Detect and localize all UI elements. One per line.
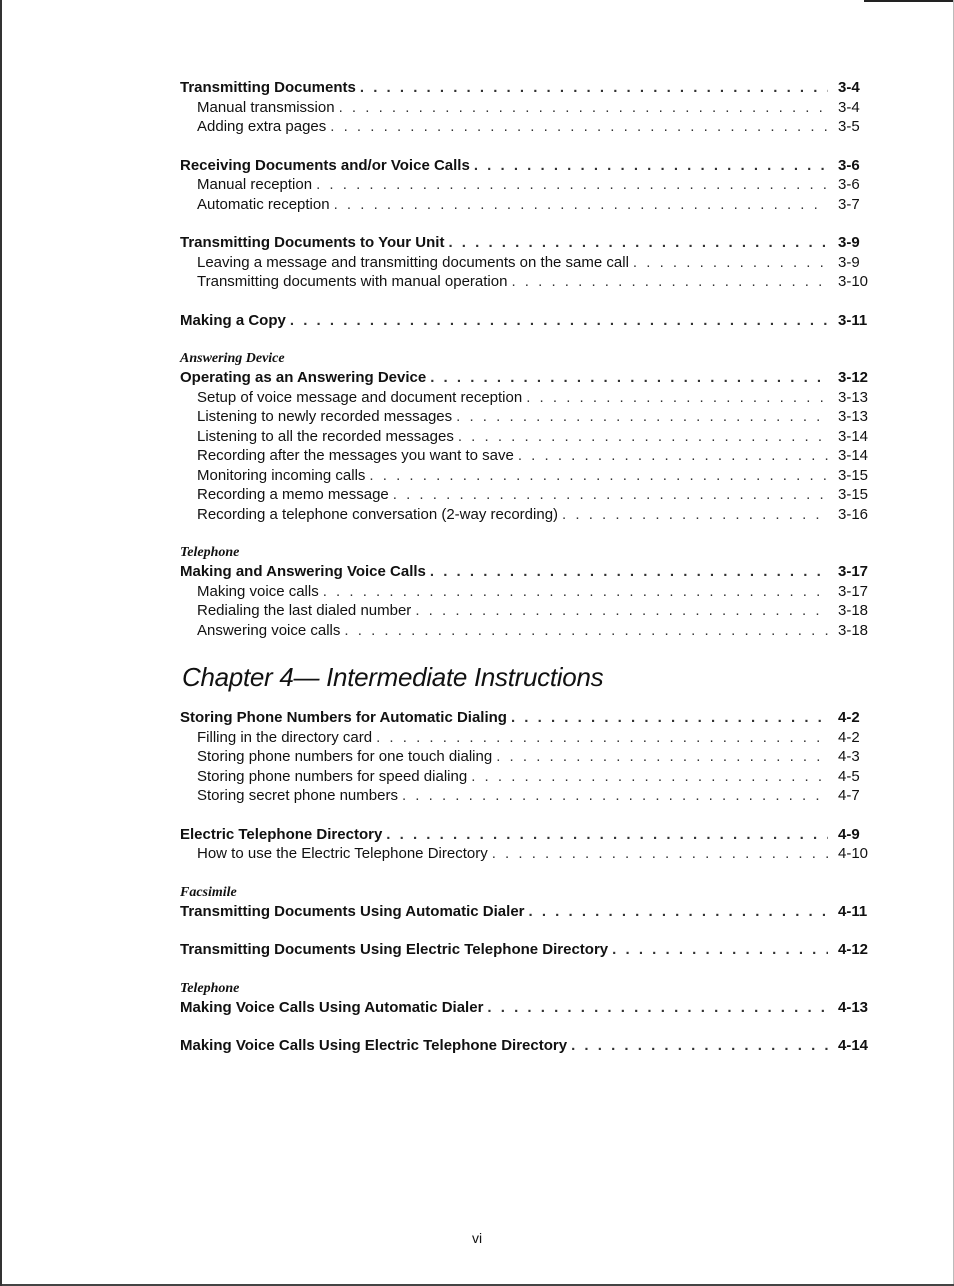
toc-section bbox=[180, 349, 886, 524]
entry-title: Leaving a message and transmitting documents on the same call bbox=[197, 253, 629, 271]
toc-entry-sub[interactable] bbox=[180, 601, 886, 621]
entry-title: Recording after the messages you want to save bbox=[197, 447, 514, 464]
entry-page-number: 4-14 bbox=[838, 1037, 869, 1054]
dot-leader bbox=[369, 466, 828, 486]
entry-title: Monitoring incoming calls bbox=[197, 466, 366, 484]
dot-leader bbox=[529, 902, 829, 922]
toc-entry-sub[interactable] bbox=[180, 446, 886, 466]
toc-section bbox=[180, 883, 886, 922]
entry-title: Making and Answering Voice Calls bbox=[180, 563, 426, 580]
entry-title: Transmitting documents with manual operation bbox=[197, 273, 508, 290]
toc-entry-sub[interactable] bbox=[180, 98, 886, 118]
dot-leader bbox=[492, 844, 828, 864]
dot-leader bbox=[330, 117, 828, 137]
toc-entry-sub[interactable] bbox=[180, 466, 886, 486]
toc-entry-main[interactable] bbox=[180, 708, 886, 728]
entry-page-number: 3-7 bbox=[838, 195, 860, 213]
dot-leader bbox=[456, 407, 828, 427]
toc-section bbox=[180, 825, 886, 864]
entry-page-number: 3-15 bbox=[838, 486, 869, 503]
dot-leader bbox=[360, 78, 828, 98]
dot-leader bbox=[430, 562, 828, 582]
dot-leader bbox=[415, 601, 828, 621]
dot-leader bbox=[376, 728, 828, 748]
toc-entry-main[interactable] bbox=[180, 156, 886, 176]
entry-page-number: 3-4 bbox=[838, 79, 860, 96]
entry-page-number: 3-18 bbox=[838, 602, 869, 619]
entry-page-number: 3-16 bbox=[838, 505, 869, 523]
entry-title: Listening to newly recorded messages bbox=[197, 408, 453, 425]
toc-entry-sub[interactable] bbox=[180, 621, 886, 641]
toc-entry-sub[interactable] bbox=[180, 407, 886, 427]
entry-page-number: 3-11 bbox=[838, 311, 868, 329]
entry-title: Operating as an Answering Device bbox=[180, 369, 427, 386]
entry-page-number: 3-6 bbox=[838, 176, 860, 193]
entry-page-number: 3-18 bbox=[838, 621, 869, 639]
toc-entry-main[interactable] bbox=[180, 78, 886, 98]
entry-page-number: 4-10 bbox=[838, 845, 869, 862]
entry-title: Filling in the directory card bbox=[197, 728, 373, 746]
entry-page-number: 4-7 bbox=[838, 787, 860, 804]
toc-entry-sub[interactable] bbox=[180, 485, 886, 505]
dot-leader bbox=[344, 621, 828, 641]
category-label: Facsimile bbox=[180, 884, 237, 900]
dot-leader bbox=[518, 446, 828, 466]
toc-entry-sub[interactable] bbox=[180, 272, 886, 292]
entry-title: Receiving Documents and/or Voice Calls bbox=[180, 156, 470, 174]
toc-section bbox=[180, 233, 886, 292]
toc-section bbox=[180, 543, 886, 640]
toc-section bbox=[180, 708, 886, 806]
toc-section bbox=[180, 156, 886, 215]
entry-title: Transmitting Documents Using Electric Telephone Directory bbox=[180, 941, 609, 958]
dot-leader bbox=[571, 1036, 828, 1056]
toc-entry-sub[interactable] bbox=[180, 728, 886, 748]
entry-title: Making Voice Calls Using Automatic Dialer bbox=[180, 998, 484, 1016]
entry-page-number: 4-3 bbox=[838, 748, 860, 765]
entry-page-number: 3-9 bbox=[838, 234, 860, 251]
entry-title: Transmitting Documents bbox=[180, 79, 356, 96]
dot-leader bbox=[471, 767, 828, 787]
category-label: Telephone bbox=[180, 980, 240, 996]
entry-page-number: 3-6 bbox=[838, 156, 860, 174]
dot-leader bbox=[487, 998, 828, 1018]
toc-entry-sub[interactable] bbox=[180, 767, 886, 787]
entry-page-number: 3-9 bbox=[838, 253, 860, 271]
entry-title: Recording a telephone conversation (2-way recording) bbox=[197, 505, 559, 523]
dot-leader bbox=[430, 368, 828, 388]
entry-page-number: 4-2 bbox=[838, 728, 860, 746]
entry-title: Storing phone numbers for one touch dialing bbox=[197, 748, 493, 765]
entry-title: Making voice calls bbox=[197, 582, 319, 600]
dot-leader bbox=[526, 388, 828, 408]
toc-entry-main[interactable] bbox=[180, 233, 886, 253]
entry-title: Electric Telephone Directory bbox=[180, 825, 383, 843]
chapter-4-heading: Chapter 4— Intermediate Instructions bbox=[182, 662, 604, 692]
entry-title: Manual reception bbox=[197, 176, 313, 193]
dot-leader bbox=[474, 156, 828, 176]
toc-entry-sub[interactable] bbox=[180, 427, 886, 447]
entry-page-number: 4-13 bbox=[838, 998, 869, 1016]
dot-leader bbox=[386, 825, 828, 845]
page-folio: vi bbox=[471, 1230, 483, 1246]
toc-entry-sub[interactable] bbox=[180, 786, 886, 806]
entry-title: Making Voice Calls Using Electric Telephone Directory bbox=[180, 1037, 568, 1054]
toc-entry-main[interactable] bbox=[180, 902, 886, 922]
dot-leader bbox=[393, 485, 828, 505]
entry-page-number: 3-13 bbox=[838, 408, 869, 425]
entry-page-number: 4-9 bbox=[838, 825, 860, 843]
toc-entry-main[interactable] bbox=[180, 368, 886, 388]
entry-title: Answering voice calls bbox=[197, 621, 341, 639]
toc-section bbox=[180, 1036, 886, 1056]
category-label: Telephone bbox=[180, 545, 240, 560]
toc-entry-sub[interactable] bbox=[180, 117, 886, 137]
dot-leader bbox=[290, 311, 828, 331]
scan-edge-top bbox=[864, 0, 954, 2]
toc-entry-sub[interactable] bbox=[180, 844, 886, 864]
entry-title: Recording a memo message bbox=[197, 486, 389, 503]
toc-entry-sub[interactable] bbox=[180, 505, 886, 525]
toc-section bbox=[180, 78, 886, 137]
dot-leader bbox=[511, 272, 828, 292]
entry-title: Automatic reception bbox=[197, 195, 330, 213]
toc-entry-main[interactable] bbox=[180, 998, 886, 1018]
entry-title: Making a Copy bbox=[180, 311, 286, 329]
entry-title: Storing Phone Numbers for Automatic Dialing bbox=[180, 709, 507, 726]
toc-entry-sub[interactable] bbox=[180, 582, 886, 602]
entry-title: Manual transmission bbox=[197, 98, 335, 116]
toc-entry-sub[interactable] bbox=[180, 175, 886, 195]
toc-section bbox=[180, 311, 886, 331]
dot-leader bbox=[633, 253, 828, 273]
entry-title: Listening to all the recorded messages bbox=[197, 427, 454, 445]
toc-entry-sub[interactable] bbox=[180, 388, 886, 408]
entry-title: Storing secret phone numbers bbox=[197, 787, 398, 804]
toc-entry-main[interactable] bbox=[180, 562, 886, 582]
scan-edge-left bbox=[0, 0, 2, 1286]
toc-section bbox=[180, 940, 886, 960]
toc-entry-sub[interactable] bbox=[180, 253, 886, 273]
entry-page-number: 4-5 bbox=[838, 767, 860, 785]
table-of-contents bbox=[180, 78, 886, 1075]
entry-page-number: 3-17 bbox=[838, 582, 869, 600]
entry-page-number: 3-14 bbox=[838, 447, 869, 464]
entry-page-number: 3-15 bbox=[838, 466, 869, 484]
dot-leader bbox=[612, 940, 828, 960]
toc-entry-sub[interactable] bbox=[180, 195, 886, 215]
chapter-4-contents bbox=[180, 708, 886, 1056]
entry-page-number: 3-14 bbox=[838, 427, 869, 445]
toc-entry-main[interactable] bbox=[180, 311, 886, 331]
entry-page-number: 4-11 bbox=[838, 902, 868, 920]
category-label: Answering Device bbox=[180, 351, 285, 366]
entry-title: Storing phone numbers for speed dialing bbox=[197, 767, 468, 785]
entry-page-number: 3-17 bbox=[838, 563, 869, 580]
entry-page-number: 3-4 bbox=[838, 98, 860, 116]
toc-entry-sub[interactable] bbox=[180, 747, 886, 767]
dot-leader bbox=[458, 427, 828, 447]
dot-leader bbox=[339, 98, 828, 118]
entry-page-number: 3-12 bbox=[838, 369, 869, 386]
entry-page-number: 4-12 bbox=[838, 941, 869, 958]
entry-title: Setup of voice message and document reception bbox=[197, 388, 523, 406]
entry-title: Transmitting Documents to Your Unit bbox=[180, 234, 445, 251]
dot-leader bbox=[316, 175, 828, 195]
toc-entry-main[interactable] bbox=[180, 1036, 886, 1056]
entry-page-number: 4-2 bbox=[838, 709, 860, 726]
dot-leader bbox=[334, 195, 828, 215]
entry-page-number: 3-5 bbox=[838, 118, 860, 135]
entry-page-number: 3-13 bbox=[838, 388, 869, 406]
dot-leader bbox=[402, 786, 828, 806]
dot-leader bbox=[448, 233, 828, 253]
entry-title: How to use the Electric Telephone Directory bbox=[197, 845, 488, 862]
entry-title: Adding extra pages bbox=[197, 118, 327, 135]
dot-leader bbox=[562, 505, 828, 525]
entry-page-number: 3-10 bbox=[838, 273, 869, 290]
chapter-3-contents bbox=[180, 78, 886, 640]
entry-title: Redialing the last dialed number bbox=[197, 602, 412, 619]
toc-entry-main[interactable] bbox=[180, 825, 886, 845]
dot-leader bbox=[496, 747, 828, 767]
dot-leader bbox=[323, 582, 828, 602]
toc-section bbox=[180, 979, 886, 1018]
dot-leader bbox=[511, 708, 828, 728]
entry-title: Transmitting Documents Using Automatic Dialer bbox=[180, 902, 525, 920]
toc-entry-main[interactable] bbox=[180, 940, 886, 960]
